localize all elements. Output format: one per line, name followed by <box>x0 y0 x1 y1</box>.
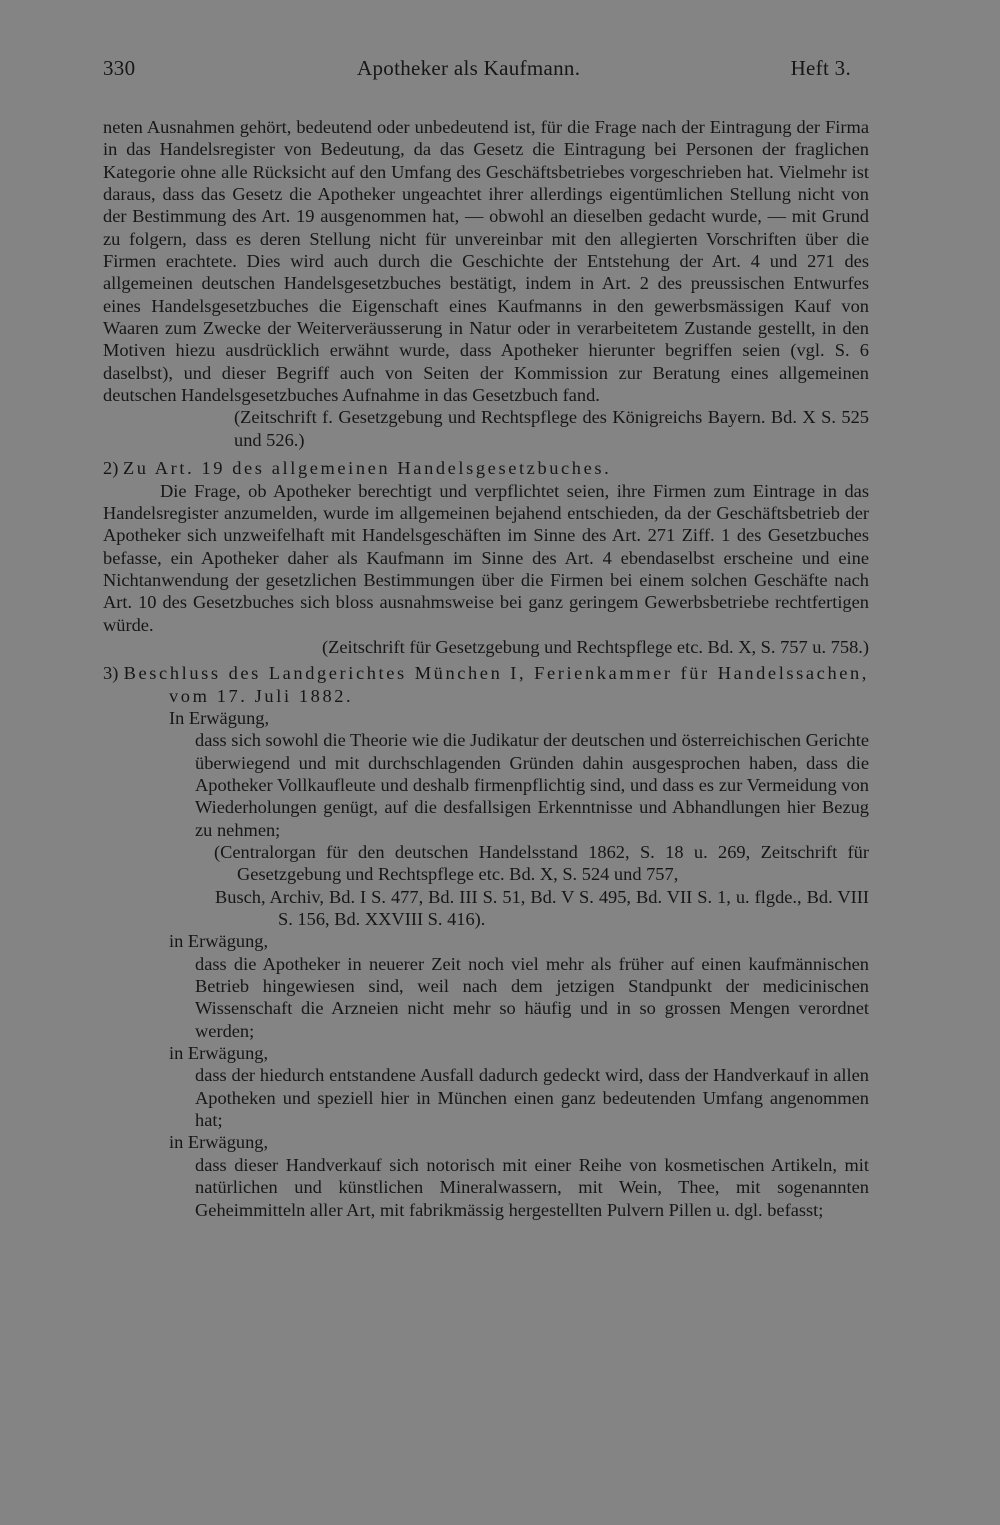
section-2-citation: (Zeitschrift für Gesetzgebung und Rechtspflege etc. Bd. X, S. 757 u. 758.) <box>322 636 869 657</box>
consideration-1-lead: In Erwägung, <box>169 707 270 728</box>
section-3-number: 3) <box>103 663 119 684</box>
page-number: 330 <box>103 56 136 80</box>
section-2-heading <box>103 457 869 479</box>
consideration-4-lead: in Erwägung, <box>169 1132 269 1153</box>
paragraph-1: neten Ausnahmen gehört, bedeutend oder unbedeutend ist, für die Frage nach der Eintragung der Firma in das Handelsregister von Bedeutung, da das Gesetz die Eintragung bei Personen der fraglichen Kategorie ohne alle Rücksicht auf den Umfang des Geschäftsbetriebes vorgeschrieben hat. Vielmehr ist daraus, dass das Gesetz die Apotheker ungeachtet ihrer allerdings eigentümlichen Stellung nicht von der Bestimmung des Art. 19 ausgenommen hat, — obwohl an dieselben gedacht wurde, — mit Grund zu folgern, dass es deren Stellung nicht für unvereinbar mit den allegierten Vorschriften über die Firmen erachtete. Dies wird auch durch die Geschichte der Entstehung der Art. 4 und 271 des allgemeinen deutschen Handelsgesetzbuches bestätigt, indem in Art. 2 des preussischen Entwurfes eines Handelsgesetzbuches die Eigenschaft eines Kaufmanns in den gewerbsmässigen Kauf von Waaren zum Zwecke der Weiterveräusserung in Natur oder in verarbeitetem Zustande gestellt, in den Motiven hiezu ausdrücklich erwähnt wurde, dass Apotheker hierunter begriffen seien (vgl. S. 6 daselbst), und dieser Begriff auch von Seiten der Kommission zur Beratung eines allgemeinen deutschen Handelsgesetzbuches Aufnahme in das Gesetzbuch fand. <box>103 117 869 406</box>
section-2-number: 2) <box>103 458 119 479</box>
section-2-title: Zu Art. 19 des allgemeinen Handelsgesetzbuches. <box>122 458 612 479</box>
consideration-3-text: dass der hiedurch entstandene Ausfall dadurch gedeckt wird, dass der Handverkauf in allen Apotheken und speziell hier in München einen ganz bedeutenden Umfang angenommen hat; <box>195 1065 869 1131</box>
page-body <box>103 116 869 1221</box>
citation-1: (Zeitschrift f. Gesetzgebung und Rechtspflege des Königreichs Bayern. Bd. X S. 525 und 526.) <box>234 407 869 450</box>
section-2-text: Die Frage, ob Apotheker berechtigt und verpflichtet seien, ihre Firmen zum Eintrage in das Handelsregister anzumelden, wurde im allgemeinen bejahend entschieden, da der Geschäftsbetrieb der Apotheker sich unzweifelhaft mit Handelsgeschäften im Sinne des Art. 271 Ziff. 1 des Gesetzbuches befasse, ein Apotheker daher als Kaufmann im Sinne des Art. 4 ebendaselbst erscheine und eine Nichtanwendung der gesetzlichen Bestimmungen über die Firmen bei einem solchen Geschäfte nach Art. 10 des Gesetzbuches sich bloss ausnahmsweise bei ganz geringem Gewerbsbetriebe rechtfertigen würde. <box>103 480 869 635</box>
running-header <box>103 56 851 86</box>
consideration-3-lead: in Erwägung, <box>169 1043 269 1064</box>
running-title: Apotheker als Kaufmann. <box>357 56 581 80</box>
issue-label: Heft 3. <box>790 56 851 80</box>
section-3-title: Beschluss des Landgerichtes München I, Ferienkammer für Handelssachen, vom 17. Juli 1882. <box>123 663 869 706</box>
consideration-1-citation-b: Busch, Archiv, Bd. I S. 477, Bd. III S. 51, Bd. V S. 495, Bd. VII S. 1, u. flgde., Bd. VIII S. 156, Bd. XXVIII S. 416). <box>215 886 869 930</box>
consideration-2-lead: in Erwägung, <box>169 931 269 952</box>
section-3-heading <box>103 662 869 707</box>
consideration-1-citation-a: (Centralorgan für den deutschen Handelsstand 1862, S. 18 u. 269, Zeitschrift für Gesetzgebung und Rechtspflege etc. Bd. X, S. 524 und 757, <box>214 842 869 885</box>
consideration-1-text: dass sich sowohl die Theorie wie die Judikatur der deutschen und österreichischen Gerichte überwiegend und mit durchschlagenden Gründen dahin ausgesprochen haben, dass die Apotheker Vollkaufleute und deshalb firmenpflichtig sind, und dass es zur Vermeidung von Wiederholungen genügt, auf die desfallsigen Erkenntnisse und Abhandlungen hier Bezug zu nehmen; <box>195 730 869 840</box>
consideration-4-text: dass dieser Handverkauf sich notorisch mit einer Reihe von kosmetischen Artikeln, mit natürlichen und künstlichen Mineralwassern, mit Wein, Thee, mit sogenannten Geheimmitteln aller Art, mit fabrikmässig hergestellten Pulvern Pillen u. dgl. befasst; <box>195 1154 869 1220</box>
consideration-2-text: dass die Apotheker in neuerer Zeit noch viel mehr als früher auf einen kaufmännischen Betrieb hingewiesen sind, weil nach dem jetzigen Standpunkt der medicinischen Wissenschaft die Arzneien nicht mehr so häufig und in so grossen Mengen verordnet werden; <box>195 953 869 1041</box>
